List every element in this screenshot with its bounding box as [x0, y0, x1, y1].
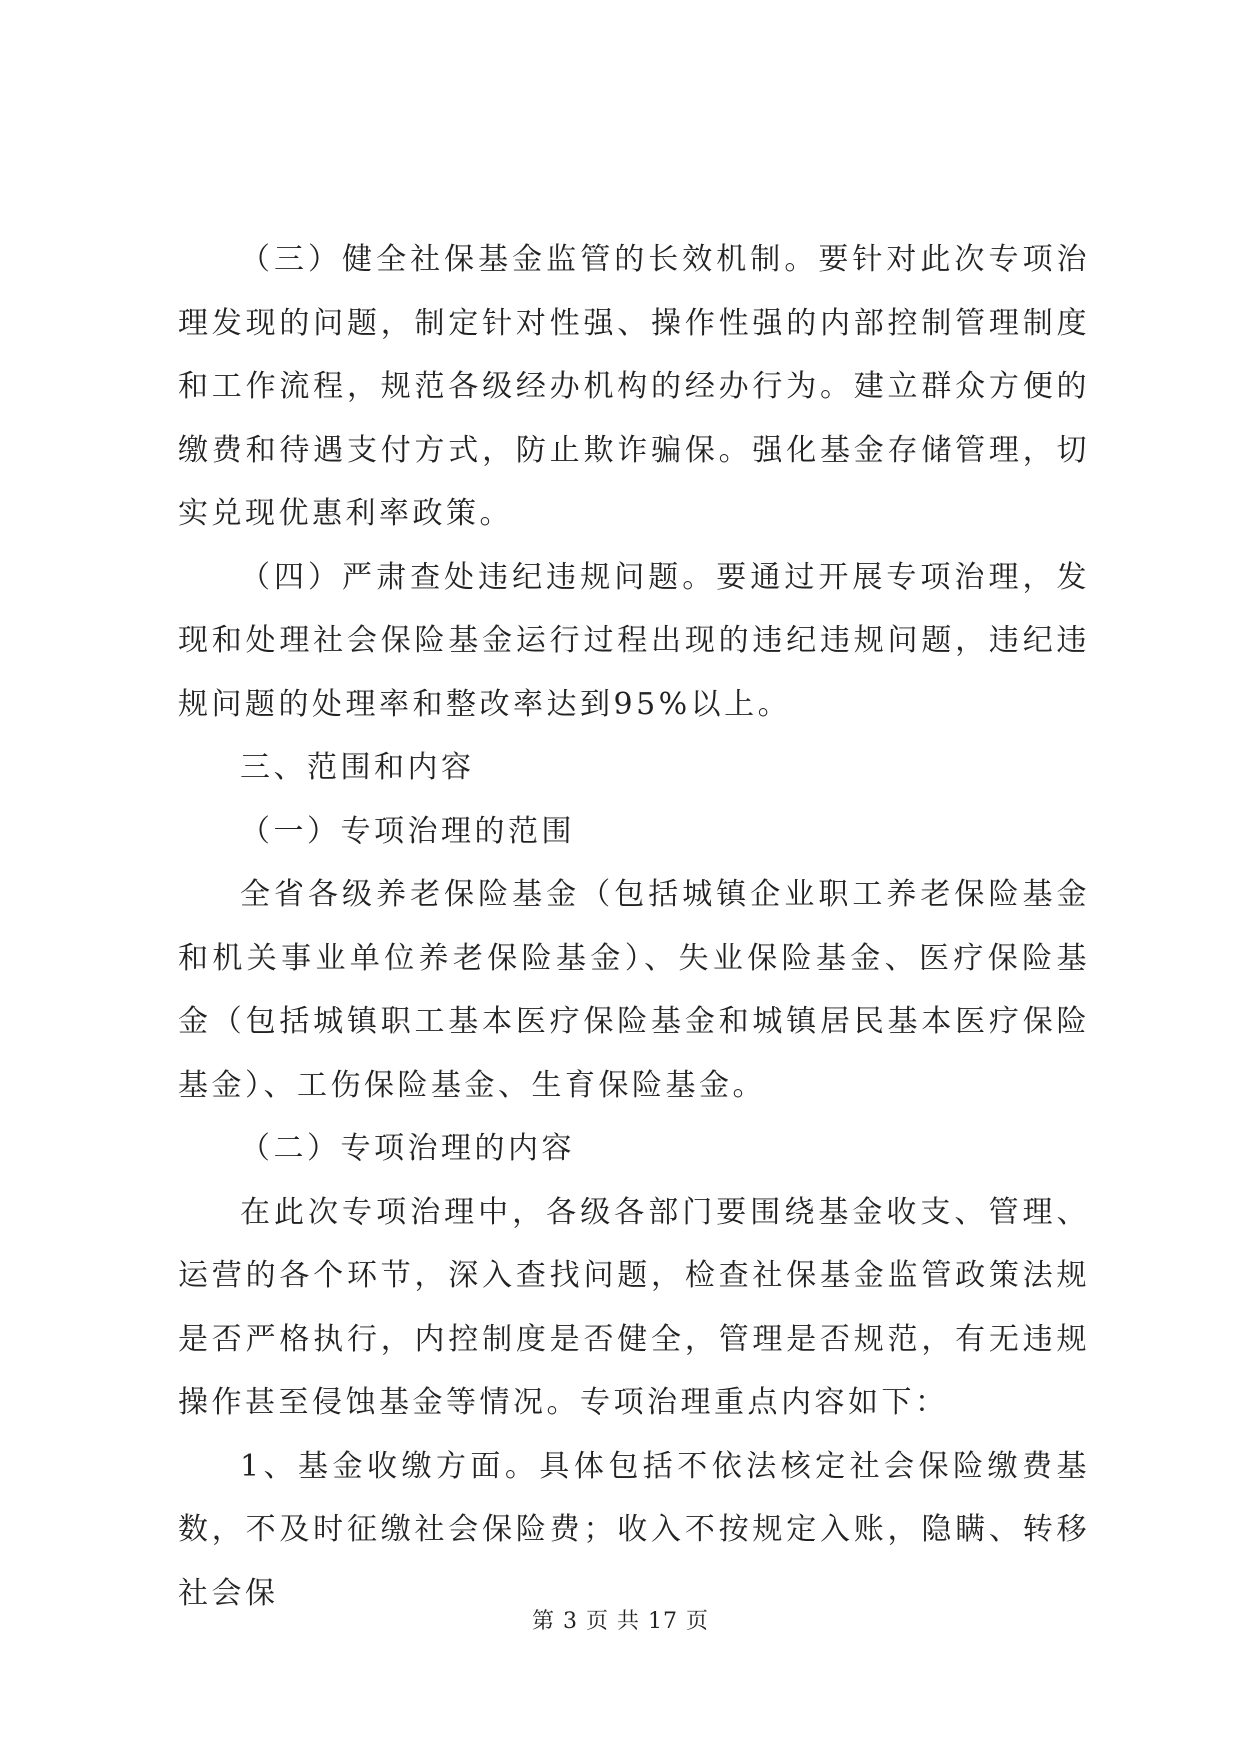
document-body: [178, 228, 1090, 1625]
paragraph-fund-collection: 1、基金收缴方面。具体包括不依法核定社会保险缴费基数，不及时征缴社会保险费；收入不按规定入账，隐瞒、转移社会保: [178, 1448, 1090, 1611]
page-number-footer: 第 3 页 共 17 页: [532, 1609, 709, 1634]
subheading-scope: （一）专项治理的范围: [240, 813, 575, 849]
paragraph-content-overview: 在此次专项治理中，各级各部门要围绕基金收支、管理、运营的各个环节，深入查找问题，检查社保基金监管政策法规是否严格执行，内控制度是否健全，管理是否规范，有无违规操作甚至侵蚀基金等情况。专项治理重点内容如下：: [178, 1194, 1090, 1420]
paragraph-investigate-violations: （四）严肃查处违纪违规问题。要通过开展专项治理，发现和处理社会保险基金运行过程出现的违纪违规问题，违纪违规问题的处理率和整改率达到95%以上。: [178, 559, 1090, 722]
paragraph-scope-funds: 全省各级养老保险基金（包括城镇企业职工养老保险基金和机关事业单位养老保险基金）、失业保险基金、医疗保险基金（包括城镇职工基本医疗保险基金和城镇居民基本医疗保险基金）、工伤保险基金、生育保险基金。: [178, 877, 1090, 1103]
section-heading-scope-and-content: 三、范围和内容: [240, 750, 475, 785]
subheading-content: （二）专项治理的内容: [240, 1131, 575, 1166]
paragraph-fund-supervision-mechanism: （三）健全社保基金监管的长效机制。要针对此次专项治理发现的问题，制定针对性强、操作性强的内部控制管理制度和工作流程，规范各级经办机构的经办行为。建立群众方便的缴费和待遇支付方式，防止欺诈骗保。强化基金存储管理，切实兑现优惠利率政策。: [178, 242, 1090, 531]
